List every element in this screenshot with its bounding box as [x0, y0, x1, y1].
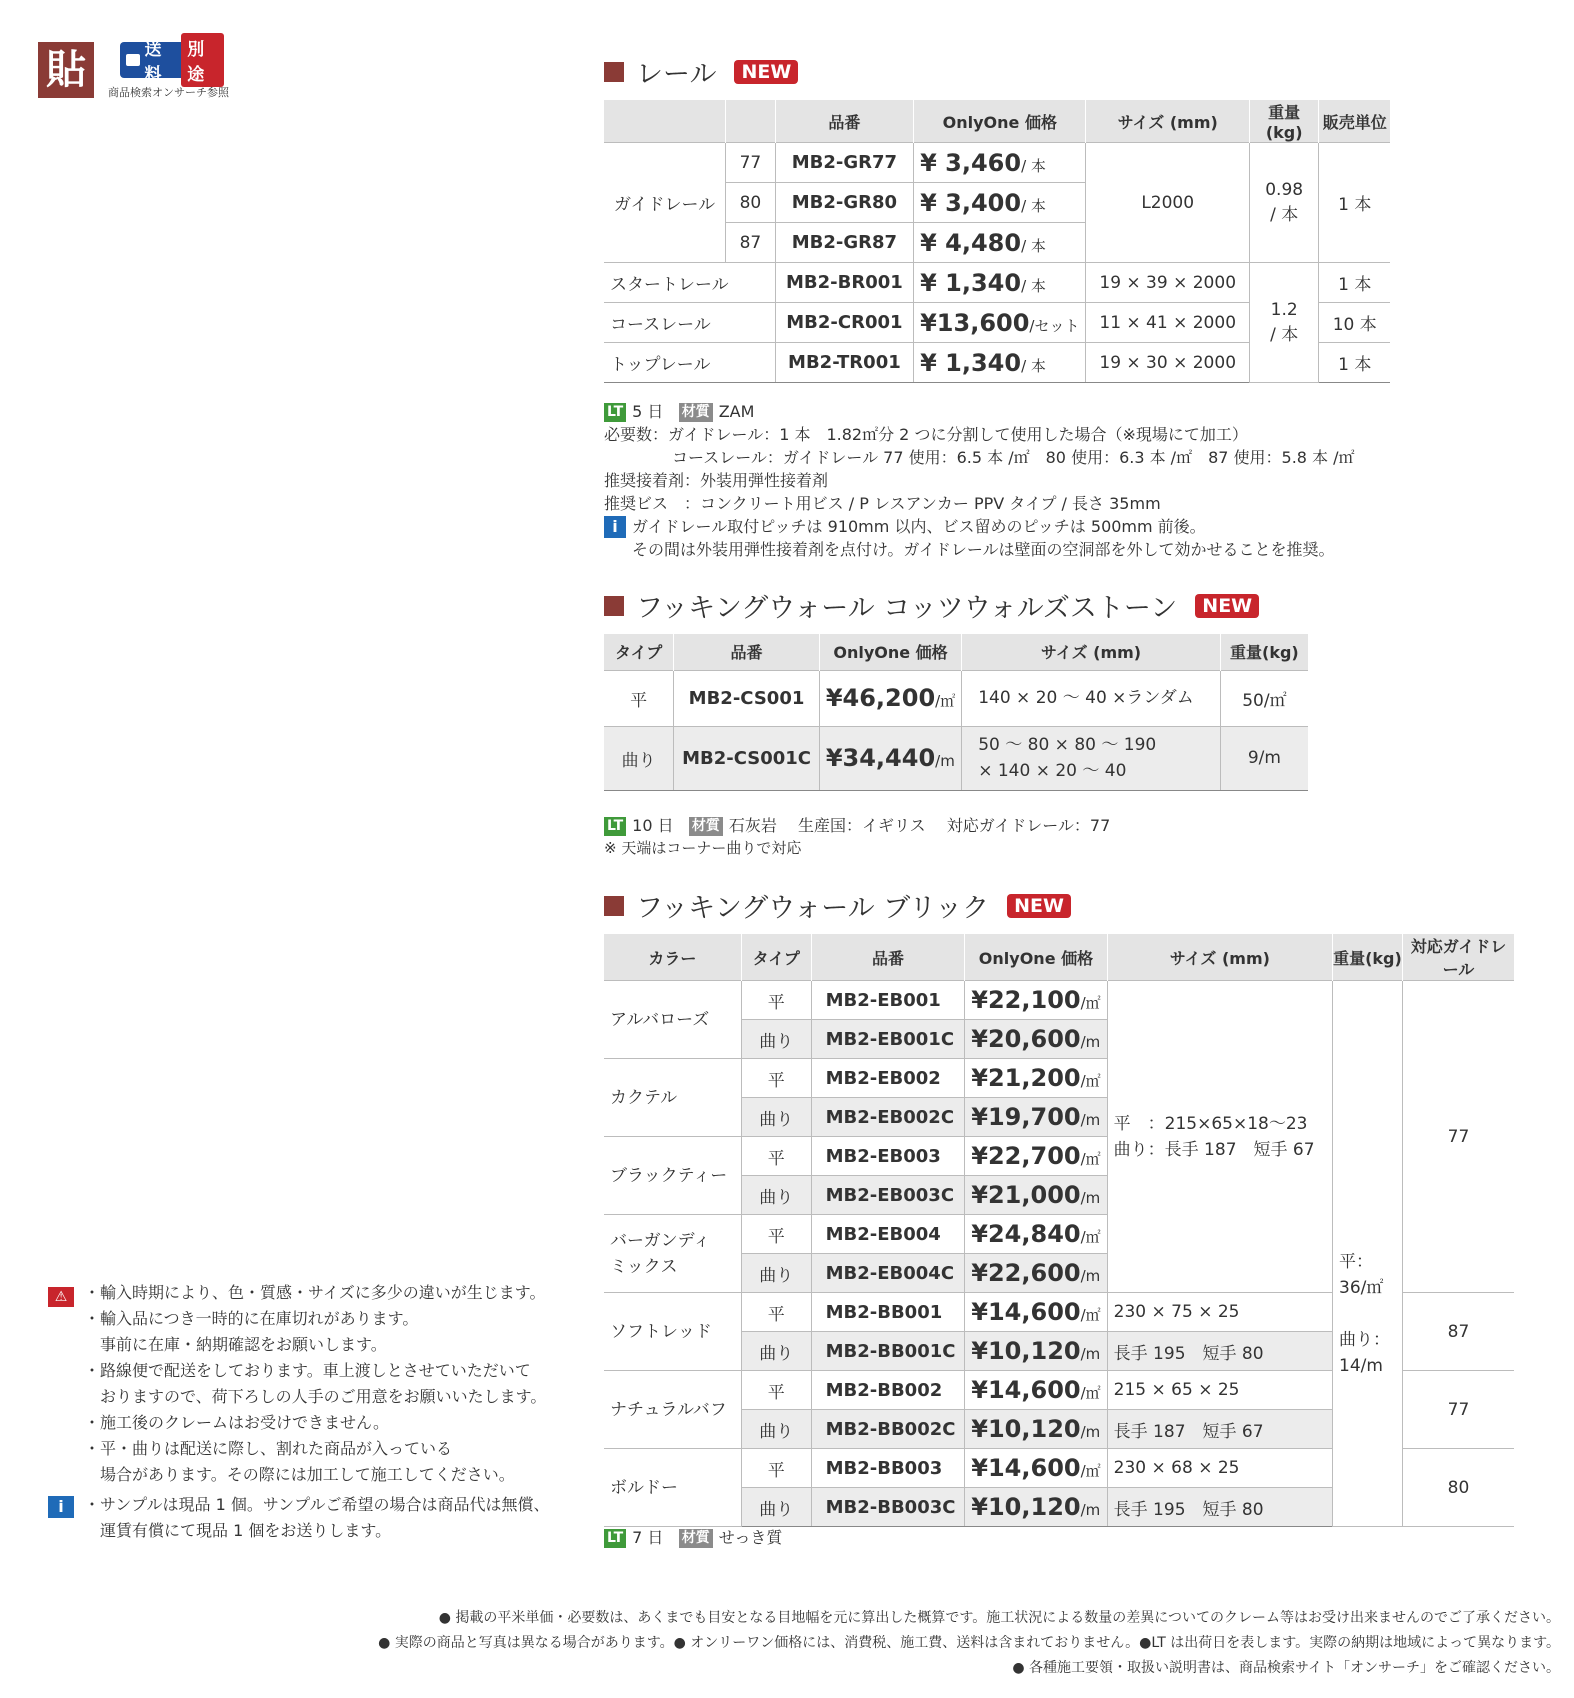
rail-notes — [604, 400, 1404, 561]
variant-cell: 80 — [726, 183, 776, 223]
price-cell — [965, 1449, 1107, 1488]
type-cell: 平 — [741, 981, 811, 1020]
price-unit: /m — [1080, 1345, 1101, 1363]
warning-icon: ⚠ — [48, 1287, 74, 1307]
guide-rail-cell: 80 — [1402, 1449, 1514, 1527]
product-code: MB2-BB001 — [811, 1293, 965, 1332]
price-unit: /㎡ — [1080, 1228, 1101, 1246]
price-unit: / 本 — [1021, 196, 1046, 215]
price-value: ¥22,600 — [971, 1259, 1081, 1287]
weight-cell — [1249, 263, 1319, 383]
text-line: 1.2 — [1270, 300, 1298, 320]
price-value: ¥22,100 — [971, 986, 1081, 1014]
guide-rail-cell: 87 — [1402, 1293, 1514, 1371]
text-line: 36/㎡ — [1339, 1277, 1384, 1298]
weight-cell: 9/m — [1220, 726, 1308, 790]
column-header: サイズ (mm) — [962, 634, 1221, 670]
type-cell: 平 — [741, 1137, 811, 1176]
cotswold-notes — [604, 814, 1304, 860]
truck-icon — [126, 54, 140, 66]
rail-note-4: 推奨ビス ：コンクリート用ビス / P レスアンカー PPV タイプ / 長さ 35mm — [604, 494, 1161, 513]
price-value: ¥ 1,340 — [920, 268, 1022, 297]
size-cell: 230 × 75 × 25 — [1107, 1293, 1332, 1332]
price-unit: / 本 — [1021, 236, 1046, 255]
price-value: ¥14,600 — [971, 1376, 1081, 1404]
text-line: ボルドー — [610, 1477, 678, 1498]
table-row — [604, 726, 1308, 790]
footer-notes — [260, 1606, 1560, 1681]
size-cell: 長手 195 短手 80 — [1107, 1332, 1332, 1371]
text-line: 140 × 20 ～ 40 ×ランダム — [978, 688, 1194, 708]
unit-cell: 10 本 — [1319, 303, 1390, 343]
text-line: 14/m — [1339, 1355, 1383, 1376]
footer-line-1: ● 掲載の平米単価・必要数は、あくまでも目安となる目地幅を元に算出した概算です。施工状況による数量の差異についてのクレーム等はお受け出来ませんのでご了承ください。 — [438, 1610, 1560, 1626]
rail-lt-line: LT 5 日 材質 ZAM — [604, 400, 1404, 423]
text-line: ミックス — [610, 1256, 678, 1277]
rail-table — [604, 100, 1390, 383]
price-cell — [965, 1176, 1107, 1215]
warning-line: ・輸入品につき一時的に在庫切れがあります。 — [84, 1309, 419, 1328]
color-cell — [604, 1293, 741, 1371]
shipping-note: 商品検索オンサーチ参照 — [108, 86, 229, 99]
price-unit: /㎡ — [1080, 994, 1101, 1012]
price-value: ¥ 4,480 — [920, 228, 1022, 257]
weight-cell — [1249, 143, 1319, 263]
product-name: トップレール — [604, 343, 775, 383]
brick-notes: LT 7 日 材質 せっき質 — [604, 1526, 782, 1549]
column-header: タイプ — [604, 634, 674, 670]
price-value: ¥14,600 — [971, 1454, 1081, 1482]
unit-cell: 1 本 — [1319, 143, 1390, 263]
rail-section-title: レール NEW — [604, 52, 798, 91]
product-code: MB2-CR001 — [775, 303, 913, 343]
size-cell: 11 × 41 × 2000 — [1086, 303, 1249, 343]
price-cell — [819, 726, 961, 790]
shipping-label: 送料 — [144, 40, 162, 85]
size-cell: 長手 195 短手 80 — [1107, 1488, 1332, 1527]
column-header: サイズ (mm) — [1107, 934, 1332, 981]
text-line: × 140 × 20 ～ 40 — [978, 761, 1127, 781]
price-value: ¥10,120 — [971, 1415, 1081, 1443]
column-header: サイズ (mm) — [1086, 100, 1249, 143]
product-code: MB2-EB002 — [811, 1059, 965, 1098]
price-cell — [914, 183, 1086, 223]
price-cell — [965, 1410, 1107, 1449]
price-value: ¥ 3,460 — [920, 148, 1022, 177]
size-cell: 230 × 68 × 25 — [1107, 1449, 1332, 1488]
price-unit: /m — [935, 752, 955, 770]
rail-note-3: 推奨接着剤：外装用弾性接着剤 — [604, 471, 829, 490]
column-header: 重量(kg) — [1333, 934, 1403, 981]
table-row — [604, 143, 1390, 183]
price-cell — [965, 1098, 1107, 1137]
price-unit: / 本 — [1021, 356, 1046, 375]
price-unit: /m — [1080, 1111, 1101, 1129]
warning-line: ・平・曲りは配送に際し、割れた商品が入っている — [84, 1439, 453, 1458]
size-cell: 長手 187 短手 67 — [1107, 1410, 1332, 1449]
type-cell: 曲り — [741, 1020, 811, 1059]
cotswold-table — [604, 634, 1308, 791]
product-code: MB2-BB002 — [811, 1371, 965, 1410]
price-value: ¥21,200 — [971, 1064, 1081, 1092]
type-cell: 平 — [741, 1059, 811, 1098]
color-cell — [604, 1449, 741, 1527]
info-line: ・サンプルは現品 1 個。サンプルご希望の場合は商品代は無償、 — [84, 1495, 550, 1514]
cotswold-section-title: フッキングウォール コッツウォルズストーン NEW — [604, 586, 1259, 625]
color-cell — [604, 981, 741, 1059]
type-cell: 平 — [741, 1371, 811, 1410]
product-name: スタートレール — [604, 263, 775, 303]
warning-line: 事前に在庫・納期確認をお願いします。 — [100, 1335, 387, 1354]
product-code: MB2-EB003 — [811, 1137, 965, 1176]
column-header: 販売単位 — [1319, 100, 1390, 143]
column-header: OnlyOne 価格 — [819, 634, 961, 670]
type-cell: 曲り — [741, 1410, 811, 1449]
price-unit: /m — [1080, 1501, 1101, 1519]
text-line: 平： — [1339, 1251, 1373, 1272]
rail-info-1: i ガイドレール取付ピッチは 910mm 以内、ビス留めのピッチは 500mm 前後。 — [604, 515, 1404, 538]
price-cell — [819, 670, 961, 726]
text-line: / 本 — [1270, 325, 1299, 345]
price-unit: /m — [1080, 1189, 1101, 1207]
price-value: ¥14,600 — [971, 1298, 1081, 1326]
price-cell — [914, 303, 1086, 343]
guide-rail-cell: 77 — [1402, 981, 1514, 1293]
column-header — [604, 100, 726, 143]
product-code: MB2-EB004C — [811, 1254, 965, 1293]
product-code: MB2-GR87 — [775, 223, 913, 263]
price-value: ¥24,840 — [971, 1220, 1081, 1248]
column-header — [726, 100, 776, 143]
info-icon: i — [604, 516, 626, 538]
color-cell — [604, 1137, 741, 1215]
price-cell — [965, 1293, 1107, 1332]
text-line: 曲り：長手 187 短手 67 — [1113, 1139, 1315, 1160]
weight-cell: 50/㎡ — [1220, 670, 1308, 726]
color-cell — [604, 1215, 741, 1293]
variant-cell: 77 — [726, 143, 776, 183]
table-row — [604, 670, 1308, 726]
price-value: ¥ 3,400 — [920, 188, 1022, 217]
type-cell: 曲り — [741, 1176, 811, 1215]
price-unit: /㎡ — [1080, 1384, 1101, 1402]
material-tag: 材質 — [679, 403, 713, 422]
type-cell: 曲り — [741, 1254, 811, 1293]
size-cell: L2000 — [1086, 143, 1249, 263]
price-unit: / 本 — [1021, 276, 1046, 295]
price-unit: / 本 — [1021, 156, 1046, 175]
product-code: MB2-BB002C — [811, 1410, 965, 1449]
haru-badge: 貼 — [38, 42, 94, 98]
price-cell — [965, 1215, 1107, 1254]
lt-tag: LT — [604, 817, 626, 836]
brick-section-title: フッキングウォール ブリック NEW — [604, 886, 1071, 925]
footer-line-3: ● 各種施工要領・取扱い説明書は、商品検索サイト「オンサーチ」をご確認ください。 — [1012, 1660, 1560, 1676]
unit-cell: 1 本 — [1319, 343, 1390, 383]
price-value: ¥10,120 — [971, 1337, 1081, 1365]
price-cell — [914, 343, 1086, 383]
price-cell — [965, 1254, 1107, 1293]
column-header: カラー — [604, 934, 741, 981]
type-cell: 平 — [741, 1449, 811, 1488]
type-cell: 曲り — [741, 1488, 811, 1527]
column-header: 品番 — [775, 100, 913, 143]
product-code: MB2-EB001C — [811, 1020, 965, 1059]
price-unit: /㎡ — [935, 692, 956, 710]
text-line: バーガンディ — [610, 1230, 711, 1251]
color-cell — [604, 1371, 741, 1449]
unit-cell: 1 本 — [1319, 263, 1390, 303]
text-line: アルバローズ — [610, 1009, 710, 1030]
product-name: コースレール — [604, 303, 775, 343]
section-square-icon — [604, 896, 624, 916]
warnings-block — [48, 1280, 588, 1544]
size-cell — [1107, 981, 1332, 1293]
price-cell — [914, 263, 1086, 303]
column-header: 重量(kg) — [1249, 100, 1319, 143]
price-value: ¥20,600 — [971, 1025, 1081, 1053]
price-cell — [965, 1371, 1107, 1410]
price-unit: /㎡ — [1080, 1462, 1101, 1480]
warning-line: おりますので、荷下ろしの人手のご用意をお願いいたします。 — [100, 1387, 547, 1406]
price-value: ¥19,700 — [971, 1103, 1081, 1131]
column-header: 重量(kg) — [1220, 634, 1308, 670]
brick-table — [604, 934, 1514, 1527]
price-cell — [965, 1059, 1107, 1098]
text-line: / 本 — [1270, 205, 1299, 225]
text-line: ナチュラルバフ — [610, 1399, 727, 1420]
footer-line-2: ● 実際の商品と写真は異なる場合があります。● オンリーワン価格には、消費税、施工費、送料は含まれておりません。●LT は出荷日を表します。実際の納期は地域によって異なります。 — [378, 1635, 1560, 1651]
warning-line: ・路線便で配送をしております。車上渡しとさせていただいて — [84, 1361, 531, 1380]
type-cell: 曲り — [741, 1332, 811, 1371]
product-name: ガイドレール — [604, 143, 726, 263]
type-cell: 平 — [741, 1215, 811, 1254]
section-square-icon — [604, 62, 624, 82]
new-badge: NEW — [734, 60, 798, 84]
info-icon: i — [48, 1496, 74, 1518]
size-cell: 19 × 39 × 2000 — [1086, 263, 1249, 303]
type-cell: 平 — [741, 1293, 811, 1332]
price-cell — [965, 1488, 1107, 1527]
type-cell: 平 — [604, 670, 674, 726]
column-header: 品番 — [811, 934, 965, 981]
product-code: MB2-BR001 — [775, 263, 913, 303]
price-unit: /㎡ — [1080, 1072, 1101, 1090]
column-header: 対応ガイドレール — [1402, 934, 1514, 981]
cotswold-note: ※ 天端はコーナー曲りで対応 — [604, 839, 802, 857]
product-code: MB2-BB003C — [811, 1488, 965, 1527]
price-value: ¥22,700 — [971, 1142, 1081, 1170]
price-value: ¥13,600 — [920, 308, 1030, 337]
price-unit: /㎡ — [1080, 1150, 1101, 1168]
shipping-badge — [120, 40, 224, 85]
product-code: MB2-EB002C — [811, 1098, 965, 1137]
new-badge: NEW — [1195, 594, 1259, 618]
cotswold-lt-line: LT 10 日 材質 石灰岩 生産国：イギリス 対応ガイドレール：77 — [604, 814, 1304, 837]
shipping-extra-label: 別途 — [181, 33, 224, 87]
price-value: ¥46,200 — [825, 684, 936, 712]
text-line: 50 ～ 80 × 80 ～ 190 — [978, 735, 1157, 755]
price-unit: /㎡ — [1080, 1306, 1101, 1324]
price-unit: /m — [1080, 1267, 1101, 1285]
new-badge: NEW — [1007, 894, 1071, 918]
text-line: 0.98 — [1265, 180, 1304, 200]
guide-rail-cell: 77 — [1402, 1371, 1514, 1449]
price-value: ¥34,440 — [825, 744, 936, 772]
column-header: タイプ — [741, 934, 811, 981]
size-cell: 19 × 30 × 2000 — [1086, 343, 1249, 383]
price-value: ¥ 1,340 — [920, 348, 1022, 377]
price-cell — [914, 223, 1086, 263]
type-cell: 曲り — [604, 726, 674, 790]
product-code: MB2-CS001 — [674, 670, 820, 726]
product-code: MB2-BB003 — [811, 1449, 965, 1488]
price-unit: /セット — [1029, 316, 1080, 335]
material-tag: 材質 — [689, 817, 723, 836]
price-cell — [914, 143, 1086, 183]
warning-line: ・輸入時期により、色・質感・サイズに多少の違いが生じます。 — [84, 1283, 546, 1302]
product-code: MB2-GR77 — [775, 143, 913, 183]
info-line: 運賃有償にて現品 1 個をお送りします。 — [100, 1521, 392, 1540]
price-cell — [965, 1332, 1107, 1371]
size-cell — [962, 670, 1221, 726]
rail-info-2: その間は外装用弾性接着剤を点付け。ガイドレールは壁面の空洞部を外して効かせることを推奨。 — [632, 540, 1335, 559]
rail-note-2: コースレール：ガイドレール 77 使用：6.5 本 /㎡ 80 使用：6.3 本 /㎡ 87 使用：5.8 本 /㎡ — [672, 448, 1355, 467]
price-cell — [965, 1020, 1107, 1059]
price-value: ¥21,000 — [971, 1181, 1081, 1209]
variant-cell: 87 — [726, 223, 776, 263]
size-cell — [962, 726, 1221, 790]
lt-tag: LT — [604, 1529, 626, 1548]
type-cell: 曲り — [741, 1098, 811, 1137]
text-line: ソフトレッド — [610, 1321, 712, 1342]
warning-line: 場合があります。その際には加工して施工してください。 — [100, 1465, 515, 1484]
column-header: OnlyOne 価格 — [914, 100, 1086, 143]
product-code: MB2-BB001C — [811, 1332, 965, 1371]
table-row — [604, 263, 1390, 303]
rail-note-1: 必要数：ガイドレール：1 本 1.82㎡分 2 つに分割して使用した場合（※現場にて加工） — [604, 425, 1248, 444]
product-code: MB2-EB004 — [811, 1215, 965, 1254]
warning-line: ・施工後のクレームはお受けできません。 — [84, 1413, 389, 1432]
column-header: OnlyOne 価格 — [965, 934, 1107, 981]
material-tag: 材質 — [679, 1529, 713, 1548]
text-line: カクテル — [610, 1087, 678, 1108]
product-code: MB2-CS001C — [674, 726, 820, 790]
lt-tag: LT — [604, 403, 626, 422]
price-cell — [965, 981, 1107, 1020]
price-unit: /m — [1080, 1033, 1101, 1051]
price-cell — [965, 1137, 1107, 1176]
column-header: 品番 — [674, 634, 820, 670]
product-code: MB2-TR001 — [775, 343, 913, 383]
price-unit: /m — [1080, 1423, 1101, 1441]
product-code: MB2-GR80 — [775, 183, 913, 223]
product-code: MB2-EB001 — [811, 981, 965, 1020]
text-line: ブラックティー — [610, 1165, 728, 1186]
color-cell — [604, 1059, 741, 1137]
table-row — [604, 981, 1514, 1020]
text-line: 曲り： — [1339, 1329, 1390, 1350]
section-square-icon — [604, 596, 624, 616]
price-value: ¥10,120 — [971, 1493, 1081, 1521]
product-code: MB2-EB003C — [811, 1176, 965, 1215]
size-cell: 215 × 65 × 25 — [1107, 1371, 1332, 1410]
weight-cell — [1333, 981, 1403, 1527]
text-line: 平 ：215×65×18～23 — [1113, 1113, 1308, 1134]
